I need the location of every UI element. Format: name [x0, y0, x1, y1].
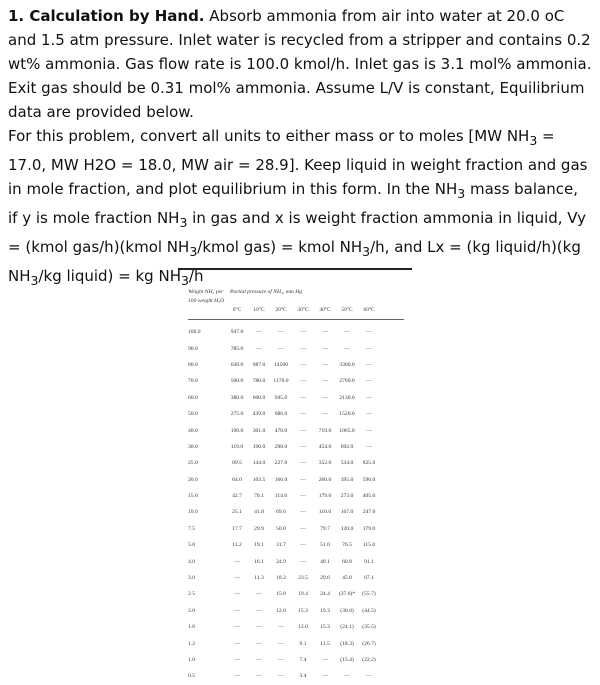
pressure-cell: 352.0 — [318, 460, 332, 467]
pressure-cell: — — [256, 624, 262, 631]
pressure-cell: — — [278, 345, 284, 352]
pressure-cell: 114.0 — [274, 493, 288, 500]
pressure-cell: (44.5) — [362, 607, 376, 614]
pressure-cell: — — [322, 657, 328, 663]
pressure-cell: — — [366, 427, 372, 434]
pressure-cell: 179.0 — [362, 525, 376, 532]
pressure-cell: 70.1 — [254, 493, 264, 500]
pressure-cell: — — [300, 394, 306, 401]
pressure-cell: — — [256, 673, 262, 680]
weight-cell: 2.5 — [188, 591, 195, 598]
pressure-cell: — — [278, 640, 284, 647]
pressure-cell: — — [300, 476, 306, 483]
problem-title: 1. Calculation by Hand. — [8, 7, 205, 25]
pressure-cell: 15.3 — [320, 624, 330, 631]
pressure-cell: 780.0 — [252, 378, 266, 385]
pressure-cell: (55.7) — [362, 591, 376, 598]
pressure-cell: — — [322, 394, 328, 401]
pressure-cell: — — [366, 378, 372, 385]
pressure-cell: 29.6 — [320, 575, 330, 582]
pressure-cell: 945.0 — [274, 394, 288, 401]
pressure-cell: — — [234, 575, 240, 582]
pressure-cell: 395.0 — [340, 476, 354, 483]
pressure-cell: 987.0 — [252, 361, 266, 368]
pressure-cell: 19.4 — [298, 591, 308, 598]
pressure-cell: 45.0 — [342, 575, 352, 582]
table-row — [188, 373, 404, 389]
pressure-cell: — — [322, 673, 328, 680]
pressure-cell: 12.0 — [298, 624, 308, 631]
pressure-cell: — — [366, 345, 372, 352]
table-row — [188, 504, 404, 520]
pressure-cell: 103.5 — [252, 476, 266, 483]
pressure-cell: 3.4 — [299, 673, 307, 680]
pressure-cell: 2130.0 — [339, 394, 355, 401]
pressure-cell: — — [234, 640, 240, 647]
pressure-cell: 110.0 — [318, 509, 332, 516]
pressure-cell: 40.1 — [320, 558, 330, 565]
table-row — [188, 553, 404, 569]
pressure-cell: — — [234, 607, 240, 614]
weight-cell: 5.0 — [188, 542, 195, 549]
instr-part-e: /kmol gas) = kmol NH — [197, 238, 363, 256]
pressure-cell: 636.0 — [230, 361, 244, 368]
pressure-cell: (35.5) — [362, 624, 376, 631]
pressure-cell: — — [234, 673, 240, 680]
pressure-cell: 119.0 — [230, 443, 244, 450]
pressure-cell: (15.4) — [340, 657, 354, 663]
pressure-cell: 686.0 — [274, 411, 288, 418]
instr-part-b: = 17.0, MW H2O = 18.0, MW air = 28.9]. Keep liquid in weight fraction and gas in mole fraction, and plot equilibrium in this form. In the NH — [8, 127, 588, 198]
weight-cell: 1.0 — [188, 657, 195, 663]
pressure-cell: 67.1 — [364, 575, 374, 582]
pressure-cell: 64.0 — [232, 476, 242, 483]
pressure-cell: 825.0 — [362, 460, 376, 467]
pressure-cell: 2760.0 — [339, 378, 355, 385]
pressure-cell: (22.2) — [362, 657, 376, 663]
weight-cell: 30.0 — [188, 443, 198, 450]
weight-cell: 15.0 — [188, 493, 198, 500]
table-row — [188, 422, 404, 438]
weight-cell: 4.0 — [188, 558, 195, 565]
pressure-cell: 115.0 — [362, 542, 376, 549]
pressure-cell: 18.2 — [276, 575, 286, 582]
pressure-cell: — — [234, 558, 240, 565]
pressure-cell: 120.0 — [340, 525, 354, 532]
pressure-cell: 51.0 — [320, 542, 330, 549]
subscript: 3 — [529, 133, 538, 148]
pressure-cell: 596.0 — [362, 476, 376, 483]
table-row — [188, 668, 404, 684]
table-row — [188, 635, 404, 651]
pressure-cell: 600.0 — [252, 394, 266, 401]
temp-header: 50°C — [341, 307, 353, 313]
pressure-cell: 947.0 — [230, 329, 244, 336]
weight-cell: 1.6 — [188, 624, 195, 631]
pressure-cell: — — [366, 329, 372, 336]
weight-cell: 10.0 — [188, 509, 198, 516]
pressure-cell: — — [300, 558, 306, 565]
pressure-cell: 275.0 — [230, 411, 244, 418]
instr-part-c: mass balance, if y is mole fraction NH — [8, 180, 578, 227]
pressure-cell: (24.1) — [340, 624, 354, 631]
pressure-cell: 11.2 — [232, 542, 242, 549]
pressure-cell: — — [256, 657, 262, 663]
subscript: 3 — [30, 273, 39, 288]
table-caption: Partial pressure of NH₃, mm Hg — [230, 289, 303, 295]
pressure-cell: 1065.0 — [339, 427, 355, 434]
table-row — [188, 537, 404, 553]
pressure-cell: 31.7 — [276, 542, 286, 549]
table-row — [188, 390, 404, 406]
pressure-cell: 29.9 — [254, 525, 264, 532]
pressure-cell: — — [256, 640, 262, 647]
section-divider — [178, 268, 412, 270]
weight-cell: 1.2 — [188, 640, 195, 647]
weight-cell: 20.0 — [188, 476, 198, 483]
pressure-cell: 91.1 — [364, 558, 374, 565]
pressure-cell: — — [300, 493, 306, 500]
instr-part-h: /h — [188, 267, 204, 285]
pressure-cell: 19.3 — [320, 607, 330, 614]
pressure-cell: 41.8 — [254, 509, 264, 516]
table-row — [188, 652, 404, 668]
pressure-cell: 9.1 — [299, 640, 307, 647]
pressure-cell: — — [300, 427, 306, 434]
pressure-cell: — — [278, 657, 284, 663]
pressure-cell: 11.5 — [320, 640, 330, 647]
problem-text: Absorb ammonia from air into water at 20.0 oC and 1.5 atm pressure. Inlet water is recycled from a stripper and contains 0.2 wt% ammonia. Gas flow rate is 100.0 kmol/h. Inlet gas is 3.1 mol% ammonia. Exit gas should be 0.31 mol% ammonia. Assume L/V is constant, Equilibrium data are provided below. — [8, 7, 592, 121]
weight-cell: 100.0 — [188, 329, 201, 336]
table-row — [188, 406, 404, 422]
pressure-cell: — — [344, 329, 350, 336]
equilibrium-table — [188, 288, 404, 685]
table-row — [188, 472, 404, 488]
table-row — [188, 455, 404, 471]
subscript: 3 — [180, 273, 189, 288]
pressure-cell: — — [256, 329, 262, 336]
pressure-cell: 298.0 — [274, 443, 288, 450]
table-body — [188, 324, 404, 685]
pressure-cell: 69.6 — [276, 509, 286, 516]
pressure-cell: 227.0 — [274, 460, 288, 467]
weight-cell: 70.0 — [188, 378, 198, 385]
pressure-cell: — — [322, 361, 328, 368]
pressure-cell: — — [256, 607, 262, 614]
pressure-cell: 144.0 — [252, 460, 266, 467]
pressure-cell: 470.0 — [274, 427, 288, 434]
pressure-cell: 380.0 — [230, 394, 244, 401]
weight-cell: 0.5 — [188, 673, 195, 680]
pressure-cell: 405.0 — [362, 493, 376, 500]
pressure-cell: — — [322, 378, 328, 385]
pressure-cell: 190.0 — [252, 443, 266, 450]
weight-column-header: Weight NH₃ per 100 weight H₂O — [188, 289, 225, 304]
pressure-cell: — — [234, 624, 240, 631]
pressure-cell: 15.0 — [276, 591, 286, 598]
pressure-cell: — — [278, 329, 284, 336]
pressure-cell: 17.7 — [232, 525, 242, 532]
pressure-cell: 260.0 — [318, 476, 332, 483]
weight-cell: 25.0 — [188, 460, 198, 467]
pressure-cell: 167.0 — [340, 509, 354, 516]
temp-header: 30°C — [297, 307, 309, 313]
pressure-cell: — — [256, 591, 262, 598]
table-row — [188, 586, 404, 602]
pressure-cell: — — [322, 345, 328, 352]
pressure-cell: 166.0 — [274, 476, 288, 483]
pressure-cell: 89.5 — [232, 460, 242, 467]
pressure-cell: — — [344, 673, 350, 680]
pressure-cell: 439.0 — [252, 411, 266, 418]
pressure-cell: — — [300, 345, 306, 352]
table-header — [188, 288, 404, 320]
pressure-cell: 692.0 — [340, 443, 354, 450]
pressure-cell: — — [300, 329, 306, 336]
pressure-cell: — — [300, 361, 306, 368]
temp-header: 60°C — [363, 307, 375, 313]
pressure-cell: (37.6)* — [338, 591, 356, 598]
pressure-cell: 179.0 — [318, 493, 332, 500]
temp-header: 40°C — [319, 307, 331, 313]
pressure-cell: 11.3 — [254, 575, 264, 582]
weight-cell: 7.5 — [188, 525, 195, 532]
pressure-cell: 79.7 — [320, 525, 330, 532]
header-rule — [188, 319, 404, 320]
pressure-cell: 25.1 — [232, 509, 242, 516]
table-row — [188, 619, 404, 635]
pressure-cell: — — [300, 509, 306, 516]
pressure-cell: 301.0 — [252, 427, 266, 434]
subscript: 3 — [179, 215, 188, 230]
temp-header: 10°C — [253, 307, 265, 313]
pressure-cell: 534.0 — [340, 460, 354, 467]
pressure-cell: 719.0 — [318, 427, 332, 434]
pressure-cell: 1170.0 — [273, 378, 289, 385]
pressure-cell: 7.4 — [299, 657, 307, 663]
table-row — [188, 603, 404, 619]
temp-header: 0°C — [232, 307, 242, 313]
instr-part-f: /h, and Lx = (kg liquid/h)(kg NH — [8, 238, 581, 285]
pressure-cell: 454.0 — [318, 443, 332, 450]
pressure-cell: 76.5 — [342, 542, 352, 549]
pressure-cell: 16.1 — [254, 558, 264, 565]
pressure-cell: — — [344, 345, 350, 352]
table-row — [188, 324, 404, 340]
table-row — [188, 357, 404, 373]
weight-cell: 3.0 — [188, 575, 195, 582]
pressure-cell: 42.7 — [232, 493, 242, 500]
pressure-cell: 190.0 — [230, 427, 244, 434]
pressure-cell: — — [278, 673, 284, 680]
pressure-cell: — — [366, 443, 372, 450]
pressure-cell: 19.1 — [254, 542, 264, 549]
pressure-cell: — — [322, 329, 328, 336]
pressure-cell: — — [300, 542, 306, 549]
pressure-cell: (18.3) — [340, 640, 354, 647]
instr-part-a: For this problem, convert all units to either mass or to moles [MW NH — [8, 127, 530, 145]
problem-statement — [8, 4, 592, 124]
pressure-cell: 785.0 — [230, 345, 244, 352]
pressure-cell: — — [366, 673, 372, 680]
pressure-cell: 3300.0 — [339, 361, 355, 368]
pressure-cell: 1520.0 — [339, 411, 355, 418]
pressure-cell: — — [300, 443, 306, 450]
subscript: 3 — [189, 244, 198, 259]
table-row — [188, 521, 404, 537]
pressure-cell: 23.5 — [298, 575, 308, 582]
weight-cell: 50.0 — [188, 411, 198, 418]
table-row — [188, 340, 404, 356]
pressure-cell: 14500 — [274, 361, 288, 368]
pressure-cell: — — [300, 378, 306, 385]
table-row — [188, 570, 404, 586]
weight-cell: 90.0 — [188, 345, 198, 352]
pressure-cell: — — [300, 411, 306, 418]
pressure-cell: — — [300, 460, 306, 467]
pressure-cell: 50.0 — [276, 525, 286, 532]
instr-part-d: in gas and x is weight fraction ammonia in liquid, Vy = (kmol gas/h)(kmol NH — [8, 209, 587, 256]
pressure-cell: — — [366, 394, 372, 401]
pressure-cell: — — [234, 657, 240, 663]
pressure-cell: 15.3 — [298, 607, 308, 614]
weight-cell: 80.0 — [188, 361, 198, 368]
weight-cell: 2.0 — [188, 607, 195, 614]
pressure-cell: — — [366, 361, 372, 368]
pressure-cell: (26.7) — [362, 640, 376, 647]
subscript: 3 — [362, 244, 371, 259]
pressure-cell: (30.0) — [340, 607, 354, 614]
pressure-cell: 273.0 — [340, 493, 354, 500]
subscript: 3 — [457, 186, 466, 201]
pressure-cell: — — [366, 411, 372, 418]
pressure-cell: 24.4 — [320, 591, 330, 598]
pressure-cell: — — [322, 411, 328, 418]
temperature-headers — [226, 306, 402, 315]
pressure-cell: 12.0 — [276, 607, 286, 614]
pressure-cell: 60.8 — [342, 558, 352, 565]
table-row — [188, 488, 404, 504]
pressure-cell: — — [300, 525, 306, 532]
pressure-cell: 500.0 — [230, 378, 244, 385]
weight-cell: 60.0 — [188, 394, 198, 401]
pressure-cell: — — [256, 345, 262, 352]
temp-header: 20°C — [275, 307, 287, 313]
pressure-cell: 24.9 — [276, 558, 286, 565]
instr-part-g: /kg liquid) = kg NH — [38, 267, 181, 285]
weight-cell: 40.0 — [188, 427, 198, 434]
table-row — [188, 439, 404, 455]
pressure-cell: 247.0 — [362, 509, 376, 516]
pressure-cell: — — [234, 591, 240, 598]
pressure-cell: — — [278, 624, 284, 631]
